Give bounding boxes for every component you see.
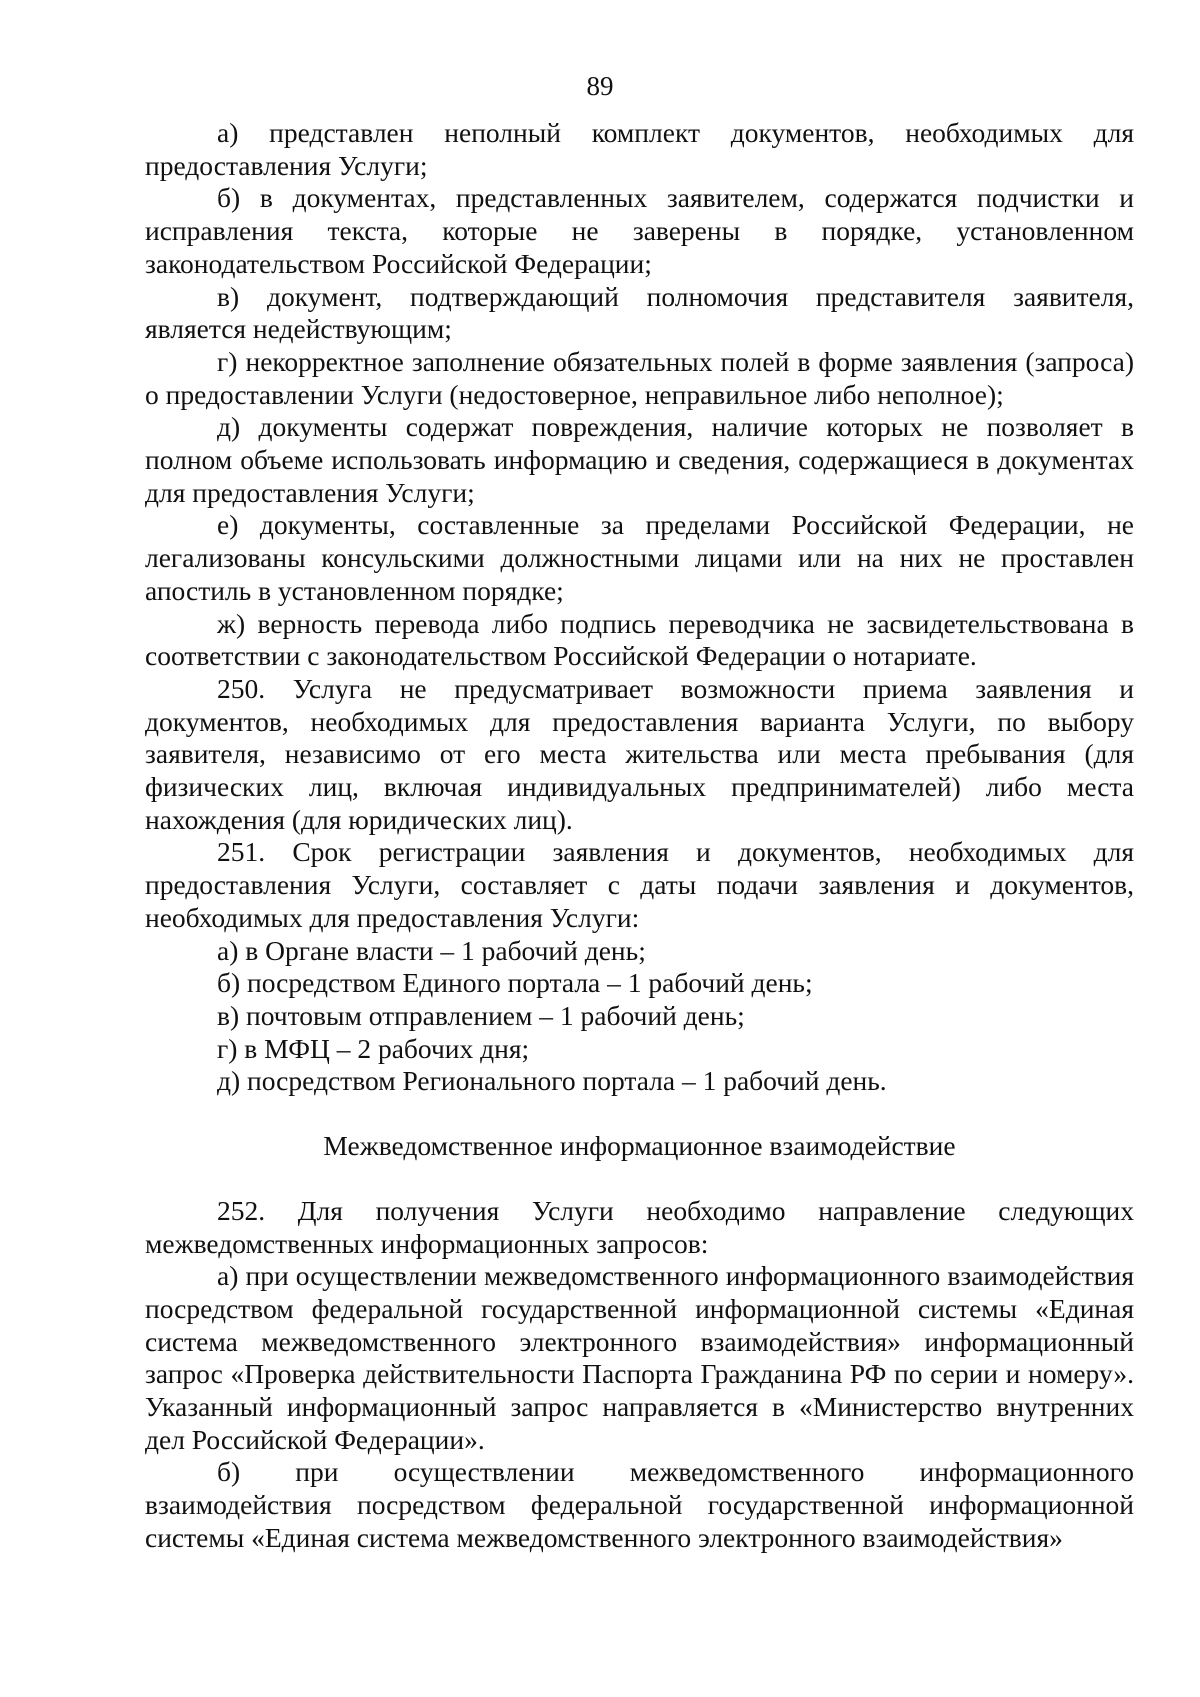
section-heading: Межведомственное информационное взаимодействие (323, 1130, 956, 1162)
paragraph-251-g: г) в МФЦ – 2 рабочих дня; (217, 1032, 530, 1064)
paragraph-251: 251. Срок регистрации заявления и документов, необходимых для предоставления Услуги, составляет с даты подачи заявления и документов, необходимых для предоставления Услуги: (145, 836, 1134, 933)
paragraph-refusal-zh: ж) верность перевода либо подпись переводчика не засвидетельствована в соответствии с законодательством Российской Федерации о нотариате. (145, 607, 1134, 672)
paragraph-refusal-v: в) документ, подтверждающий полномочия представителя заявителя, является недействующим; (145, 280, 1134, 345)
paragraph-refusal-a: а) представлен неполный комплект документов, необходимых для предоставления Услуги; (145, 117, 1134, 181)
paragraph-refusal-d: д) документы содержат повреждения, наличие которых не позволяет в полном объеме использовать информацию и сведения, содержащиеся в документах для предоставления Услуги; (145, 411, 1134, 508)
paragraph-252-a: а) при осуществлении межведомственного информационного взаимодействия посредством федеральной государственной информационной системы «Единая система межведомственного электронного взаимодействия» информационный запрос «Проверка действительности Паспорта Гражданина РФ по серии и номеру». Указанный информационный запрос направляется в «Министерство внутренних дел Российской Федерации». (145, 1260, 1134, 1455)
paragraph-252: 252. Для получения Услуги необходимо направление следующих межведомственных информационных запросов: (145, 1194, 1134, 1259)
document-body (145, 117, 1134, 1555)
paragraph-251-v: в) почтовым отправлением – 1 рабочий день; (217, 999, 745, 1031)
paragraph-refusal-e: е) документы, составленные за пределами Российской Федерации, не легализованы консульскими должностными лицами или на них не проставлен апостиль в установленном порядке; (145, 509, 1134, 606)
page-number: 89 (586, 71, 614, 101)
paragraph-252-b: б) при осуществлении межведомственного информационного взаимодействия посредством федеральной государственной информационной системы «Единая система межведомственного электронного взаимодействия» (145, 1456, 1134, 1553)
paragraph-refusal-g: г) некорректное заполнение обязательных полей в форме заявления (запроса) о предоставлении Услуги (недостоверное, неправильное либо неполное); (145, 345, 1134, 410)
paragraph-251-d: д) посредством Регионального портала – 1 рабочий день. (217, 1065, 887, 1097)
paragraph-250: 250. Услуга не предусматривает возможности приема заявления и документов, необходимых для предоставления варианта Услуги, по выбору заявителя, независимо от его места жительства или места пребывания (для физических лиц, включая индивидуальных предпринимателей) либо места нахождения (для юридических лиц). (145, 672, 1134, 835)
paragraph-refusal-b: б) в документах, представленных заявителем, содержатся подчистки и исправления текста, которые не заверены в порядке, установленном законодательством Российской Федерации; (145, 182, 1134, 279)
paragraph-251-a: а) в Органе власти – 1 рабочий день; (217, 934, 646, 966)
paragraph-251-b: б) посредством Единого портала – 1 рабочий день; (217, 967, 813, 999)
